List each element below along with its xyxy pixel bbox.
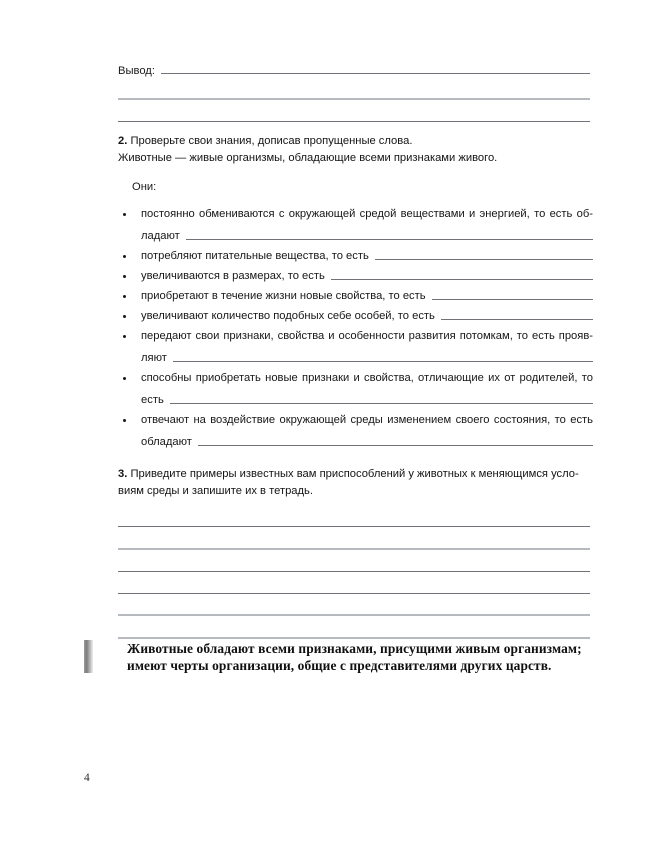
answer-write-line[interactable] [170, 403, 593, 404]
list-item [118, 268, 593, 284]
list-item-text: приобретают в течение жизни новые свойства, то есть [141, 290, 426, 302]
conclusion-row-3 [118, 100, 590, 122]
list-item [118, 412, 593, 450]
list-item-text: потребляют питательные вещества, то есть [141, 250, 369, 262]
list-item-text: увеличиваются в размерах, то есть [141, 270, 325, 282]
answer-write-line[interactable] [118, 548, 590, 550]
conclusion-write-line-2[interactable] [118, 98, 590, 100]
bullet-dot-icon [123, 295, 126, 298]
answer-write-line[interactable] [432, 299, 593, 300]
list-item-text: передают свои признаки, свойства и особенности развития потомкам, то есть прояв- [141, 330, 593, 342]
list-item [118, 248, 593, 264]
callout-accent-bar [84, 640, 93, 673]
task-2-lead: Они: [132, 181, 157, 193]
task-3-heading [118, 466, 593, 499]
bullet-dot-icon [123, 213, 126, 216]
list-item-text: отвечают на воздействие окружающей среды изменением своего состояния, то есть [141, 414, 593, 426]
task-3 [118, 466, 593, 499]
list-item-line [141, 434, 593, 450]
list-item [118, 328, 593, 366]
list-item-text: увеличивают количество подобных себе особей, то есть [141, 310, 435, 322]
answer-write-line[interactable] [375, 259, 593, 260]
list-item-line [141, 288, 593, 304]
task-3-text-line-1: Приведите примеры известных вам приспособлений у животных к меняющимся усло- [130, 468, 579, 480]
answer-write-line[interactable] [118, 526, 590, 527]
answer-line-row [118, 505, 590, 527]
answer-write-line[interactable] [118, 614, 590, 616]
list-item-line [141, 248, 593, 264]
conclusion-write-line-1[interactable] [161, 73, 590, 74]
list-item-text: ладают [141, 230, 180, 242]
answer-write-line[interactable] [331, 279, 593, 280]
bullet-dot-icon [123, 377, 126, 380]
conclusion-label: Вывод: [118, 65, 155, 77]
task-2-title: Проверьте свои знания, дописав пропущенные слова. [130, 135, 413, 147]
answer-write-line[interactable] [118, 593, 590, 594]
list-item-line [141, 308, 593, 324]
bullet-dot-icon [123, 255, 126, 258]
task-2-subtitle: Животные — живые организмы, обладающие всеми признаками живого. [118, 151, 498, 164]
answer-line-row [118, 594, 590, 616]
summary-text [127, 640, 582, 674]
list-item-line [141, 392, 593, 408]
answer-write-line[interactable] [118, 637, 590, 639]
task-2-number: 2. [118, 135, 128, 147]
answer-line-row [118, 616, 590, 638]
conclusion-row-2 [118, 78, 590, 100]
task-2-bullet-list [118, 206, 593, 450]
answer-line-row [118, 550, 590, 572]
summary-line-1: Животные обладают всеми признаками, присущими живым организмам; [127, 641, 582, 656]
bullet-dot-icon [123, 335, 126, 338]
task-3-text-line-2: виям среды и запишите их в тетрадь. [118, 484, 313, 497]
answer-write-line[interactable] [441, 319, 593, 320]
bullet-dot-icon [123, 275, 126, 278]
answer-write-line[interactable] [198, 445, 593, 446]
list-item-line [141, 228, 593, 244]
conclusion-block [118, 56, 590, 122]
list-item [118, 370, 593, 408]
task-2-heading [118, 133, 593, 166]
bullet-dot-icon [123, 315, 126, 318]
task-3-answer-lines [118, 505, 590, 639]
answer-line-row [118, 527, 590, 549]
list-item-line [141, 268, 593, 284]
conclusion-first-row [118, 56, 590, 78]
list-item-line [141, 412, 593, 428]
page-number: 4 [84, 772, 90, 784]
list-item-text: есть [141, 394, 164, 406]
list-item [118, 288, 593, 304]
list-item-line [141, 350, 593, 366]
summary-callout [84, 640, 590, 674]
task-2 [118, 133, 593, 454]
list-item-text: ляют [141, 352, 167, 364]
task-3-number: 3. [118, 468, 128, 480]
summary-line-2: имеют черты организации, общие с представителями других царств. [127, 658, 552, 673]
answer-write-line[interactable] [173, 361, 593, 362]
list-item-line [141, 206, 593, 222]
list-item-text: обладают [141, 436, 192, 448]
conclusion-write-line-3[interactable] [118, 121, 590, 122]
list-item-line [141, 370, 593, 386]
list-item-text: способны приобретать новые признаки и свойства, отличающие их от родителей, то [141, 372, 593, 384]
bullet-dot-icon [123, 419, 126, 422]
list-item [118, 308, 593, 324]
answer-line-row [118, 572, 590, 594]
answer-write-line[interactable] [118, 571, 590, 572]
list-item [118, 206, 593, 244]
answer-write-line[interactable] [186, 239, 593, 240]
list-item-text: постоянно обмениваются с окружающей средой веществами и энергией, то есть об- [141, 208, 593, 220]
list-item-line [141, 328, 593, 344]
